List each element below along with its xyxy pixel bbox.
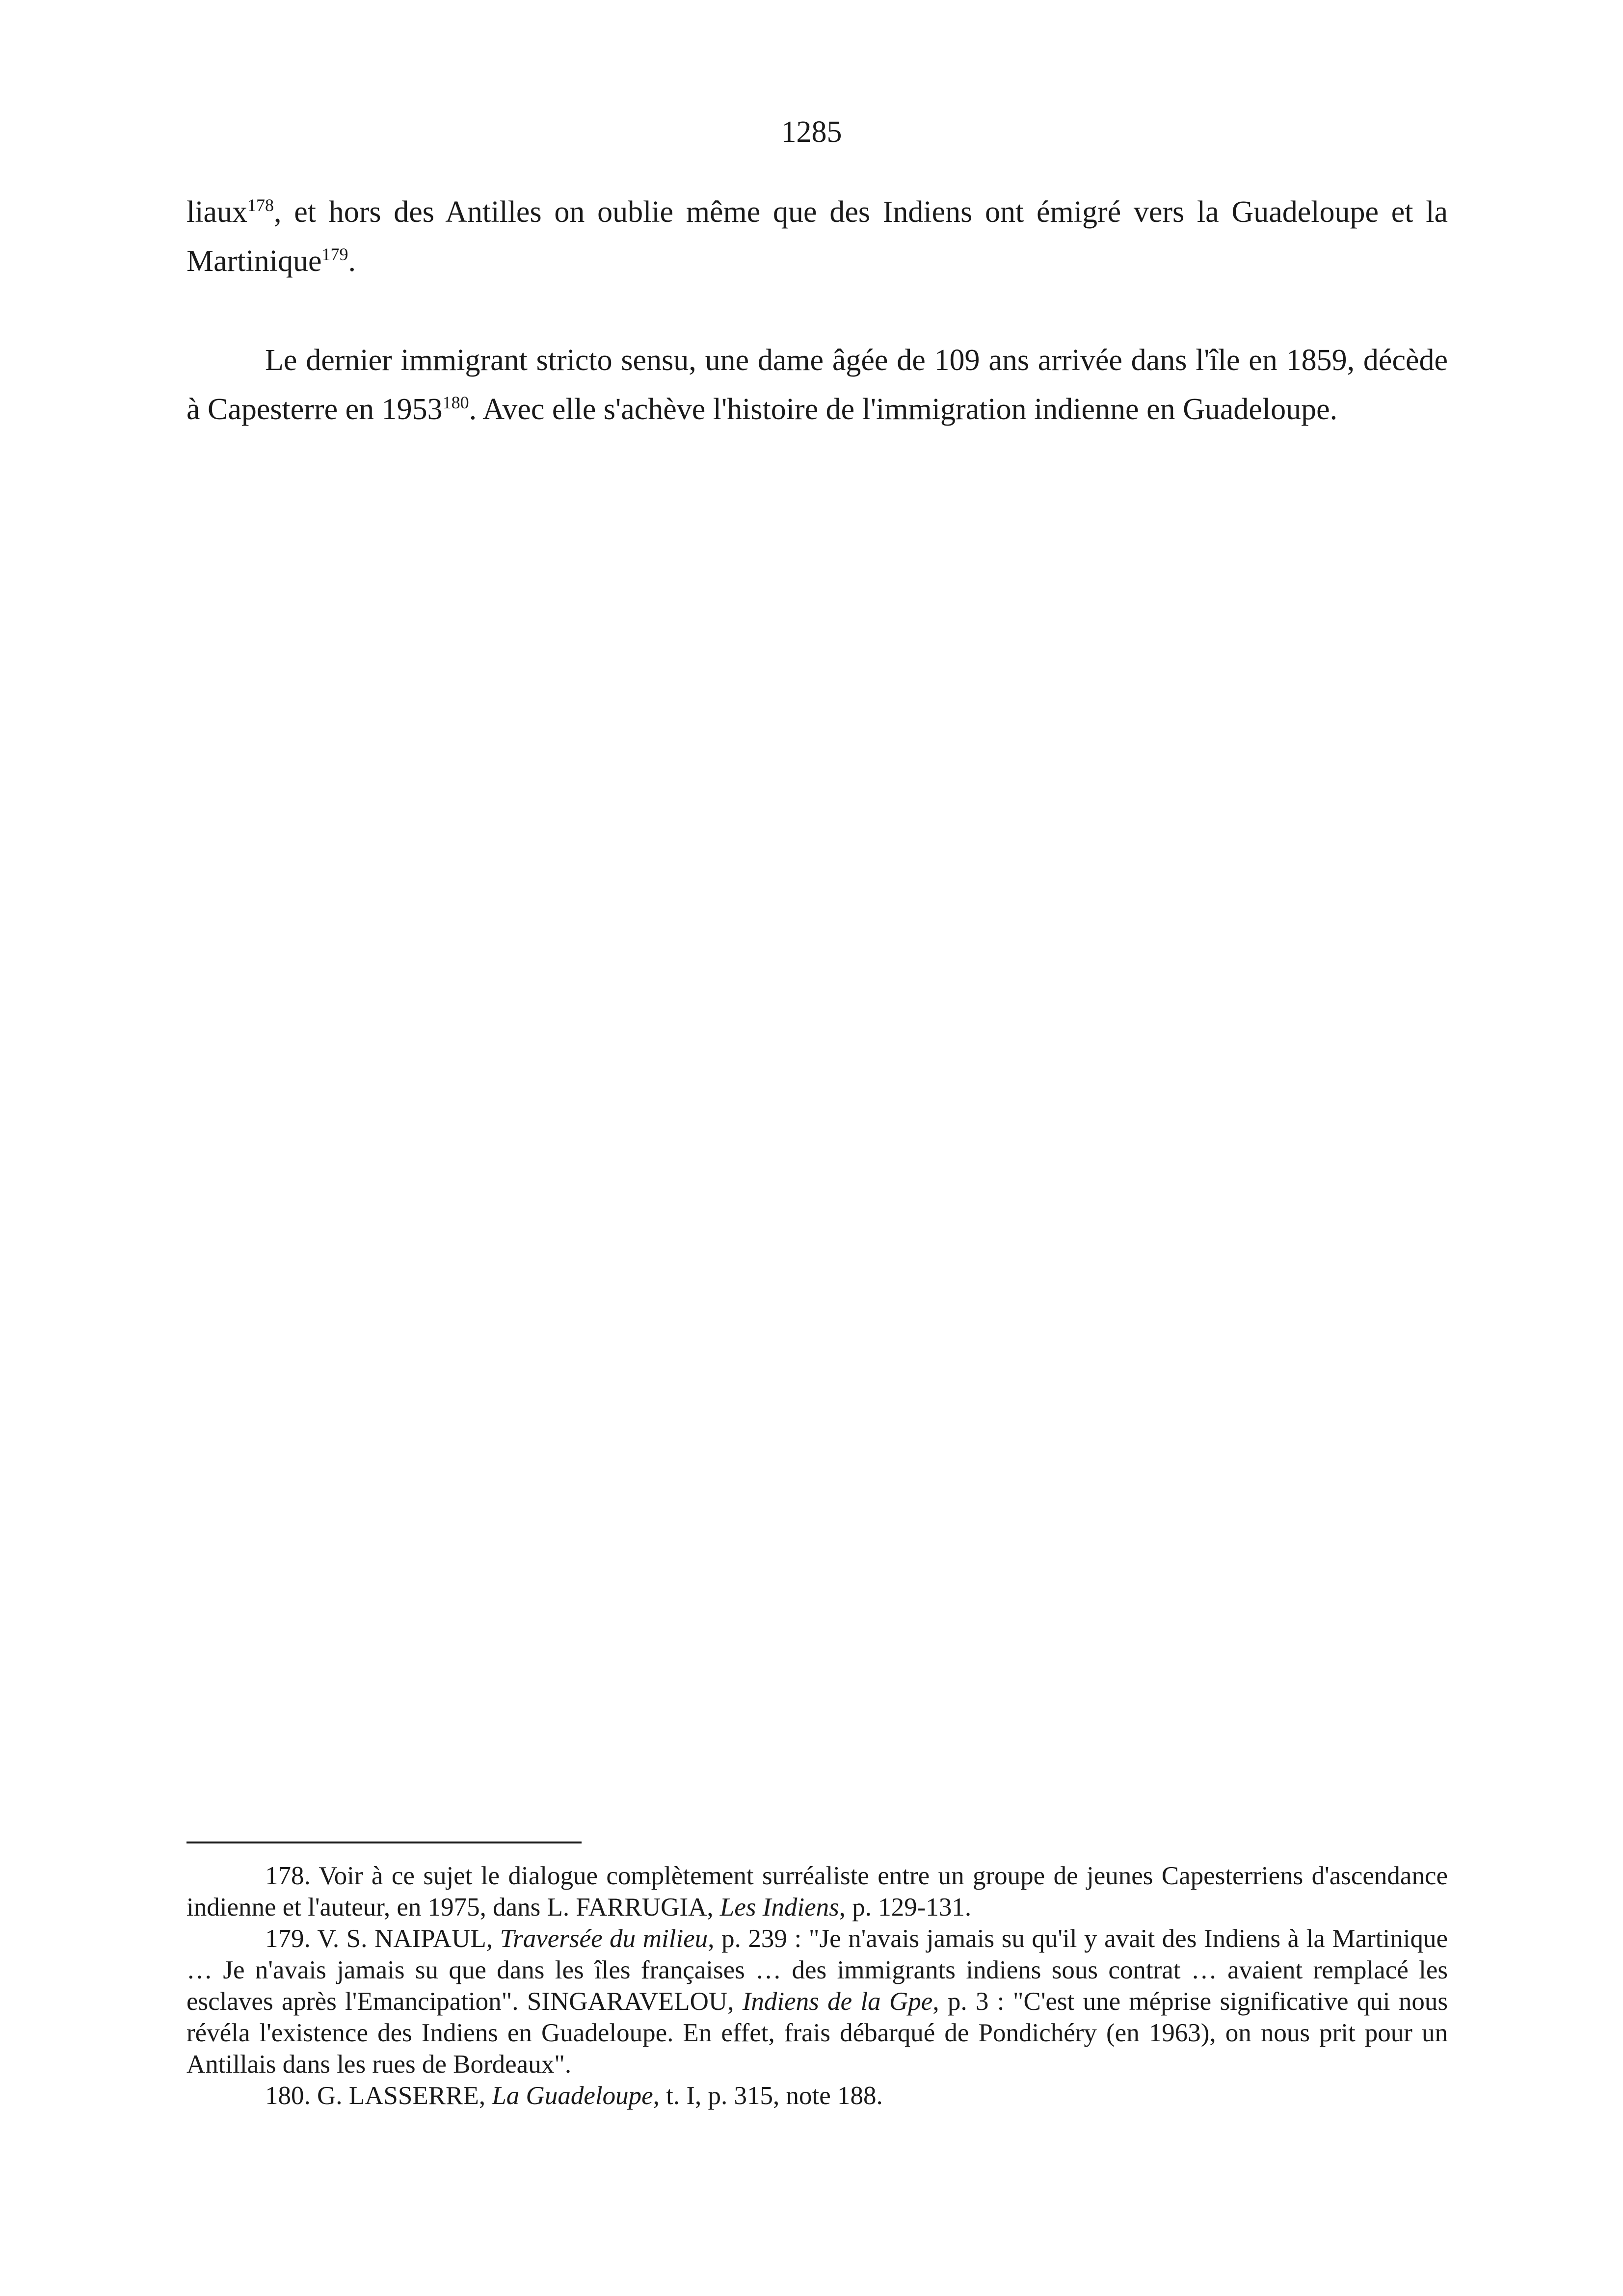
footnote-180 xyxy=(186,2080,1448,2111)
footnote-text: 180. G. LASSERRE, xyxy=(265,2082,492,2110)
footnote-179 xyxy=(186,1923,1448,2080)
footnote-178 xyxy=(186,1860,1448,1923)
footnote-title: Indiens de la Gpe xyxy=(742,1987,933,2016)
body-paragraph-2 xyxy=(186,336,1448,434)
body-paragraph-1 xyxy=(186,187,1448,286)
footnote-separator xyxy=(186,1842,582,1843)
footnote-ref-180[interactable]: 180 xyxy=(442,393,469,412)
paragraph-text: . Avec elle s'achève l'histoire de l'immigration indienne en Guadeloupe. xyxy=(469,393,1338,426)
paragraph-text: , et hors des Antilles on oublie même que des Indiens ont émigré vers la Guadeloupe et la Martinique xyxy=(186,195,1448,278)
footnote-title: Les Indiens xyxy=(719,1893,839,1922)
paragraph-text: Le dernier immigrant stricto sensu, une dame âgée de 109 ans arrivée dans l'île en 1859, décède à Capesterre en 1953 xyxy=(186,344,1448,426)
footnote-title: La Guadeloupe xyxy=(492,2082,653,2110)
footnote-ref-178[interactable]: 178 xyxy=(247,195,274,215)
footnote-ref-179[interactable]: 179 xyxy=(321,244,348,264)
footnote-title: Traversée du milieu xyxy=(500,1924,708,1953)
footnotes xyxy=(186,1860,1448,2111)
paragraph-text: liaux xyxy=(186,195,247,229)
footnote-text: 178. Voir à ce sujet le dialogue complètement surréaliste entre un groupe de jeunes Capesterriens d'ascendance indienne et l'auteur, en 1975, dans L. FARRUGIA, xyxy=(186,1862,1448,1922)
page-number: 1285 xyxy=(781,115,842,149)
footnote-text: , p. 129-131. xyxy=(839,1893,972,1922)
footnote-text: , p. 3 : "C'est une méprise significative qui nous révéla l'existence des Indiens en Guadeloupe. En effet, frais débarqué de Pondichéry (en 1963), on nous prit pour un Antillais dans les rues de Bordeaux". xyxy=(186,1987,1448,2079)
paragraph-text: . xyxy=(348,244,356,278)
footnote-text: , p. 239 : "Je n'avais jamais su qu'il y avait des Indiens à la Martinique … Je n'avais jamais su que dans les îles françaises … des immigrants indiens sous contrat … avaient remplacé les esclaves après l'Emancipation". SINGARAVELOU, xyxy=(186,1924,1448,2016)
footnote-text: , t. I, p. 315, note 188. xyxy=(653,2082,883,2110)
footnote-text: 179. V. S. NAIPAUL, xyxy=(265,1924,500,1953)
